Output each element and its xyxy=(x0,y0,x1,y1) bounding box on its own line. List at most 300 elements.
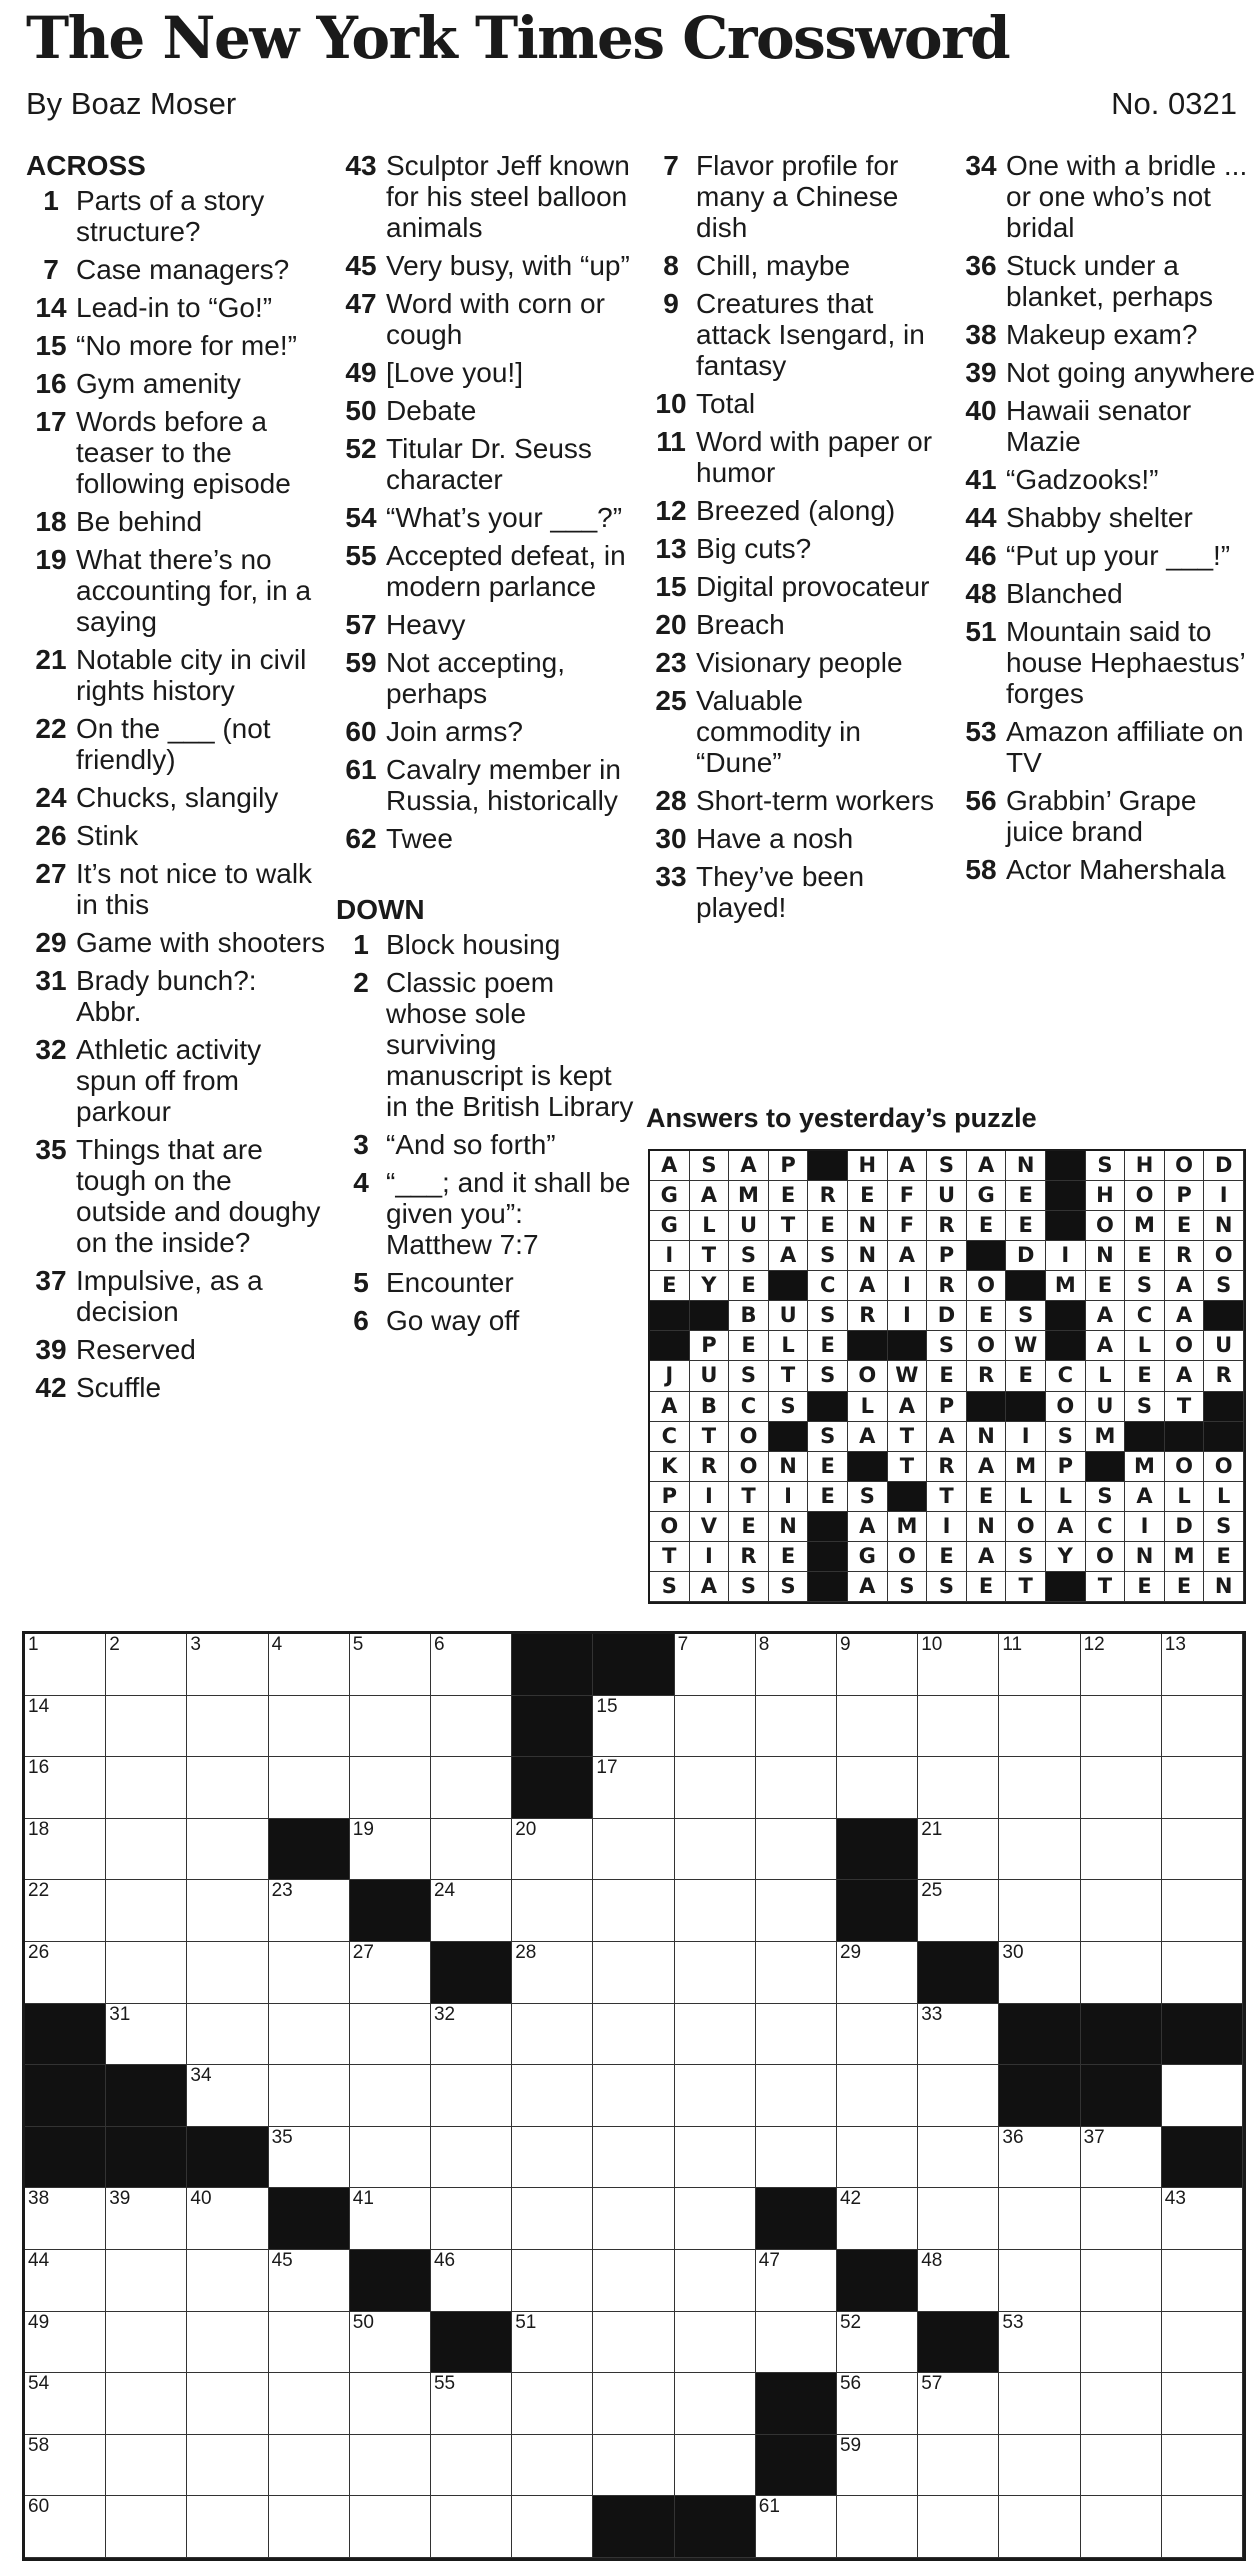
grid-cell[interactable] xyxy=(675,2435,756,2497)
clue-item xyxy=(646,150,946,243)
answer-letter-cell: O xyxy=(1204,1241,1244,1271)
grid-cell[interactable] xyxy=(350,1757,431,1819)
grid-cell[interactable] xyxy=(1081,1696,1162,1758)
answer-letter-cell: S xyxy=(888,1572,928,1602)
grid-cell[interactable] xyxy=(1162,2373,1243,2435)
grid-cell[interactable] xyxy=(999,1757,1080,1819)
grid-cell[interactable] xyxy=(350,1696,431,1758)
grid-cell[interactable] xyxy=(593,1880,674,1942)
clue-item xyxy=(646,785,946,816)
grid-cell[interactable] xyxy=(431,2127,512,2189)
clue-item xyxy=(26,858,326,920)
grid-cell[interactable] xyxy=(593,2312,674,2374)
grid-cell[interactable] xyxy=(593,1757,674,1819)
grid-cell[interactable] xyxy=(999,2373,1080,2435)
answer-letter-cell: E xyxy=(967,1211,1007,1241)
grid-cell[interactable] xyxy=(25,1942,106,2004)
clue-item xyxy=(26,965,326,1027)
answer-letter-cell: P xyxy=(650,1482,690,1512)
answer-letter-cell: E xyxy=(1125,1361,1165,1391)
grid-cell[interactable] xyxy=(187,2250,268,2312)
grid-cell[interactable] xyxy=(593,1942,674,2004)
grid-cell[interactable] xyxy=(918,1634,999,1696)
grid-cell[interactable] xyxy=(1081,1757,1162,1819)
grid-cell[interactable] xyxy=(512,1819,593,1881)
cell-number: 29 xyxy=(839,1941,862,1963)
answer-block-cell xyxy=(1046,1211,1086,1241)
grid-cell[interactable] xyxy=(1162,2065,1243,2127)
answer-letter-cell: S xyxy=(808,1422,848,1452)
grid-cell[interactable] xyxy=(25,2188,106,2250)
answer-letter-cell: C xyxy=(1086,1512,1126,1542)
grid-cell[interactable] xyxy=(756,1634,837,1696)
grid-cell[interactable] xyxy=(187,1942,268,2004)
grid-cell[interactable] xyxy=(999,2188,1080,2250)
grid-cell[interactable] xyxy=(756,2496,837,2558)
clue-text: Amazon affiliate on TV xyxy=(1006,716,1244,778)
grid-cell[interactable] xyxy=(25,2435,106,2497)
clue-text: Very busy, with “up” xyxy=(386,250,630,281)
answer-letter-cell: S xyxy=(808,1241,848,1271)
grid-cell[interactable] xyxy=(999,2250,1080,2312)
grid-cell[interactable] xyxy=(593,2435,674,2497)
clue-text: Block housing xyxy=(386,929,561,960)
grid-cell[interactable] xyxy=(593,2127,674,2189)
cell-number: 55 xyxy=(433,2373,456,2395)
grid-cell[interactable] xyxy=(675,2004,756,2066)
clue-number: 54 xyxy=(345,502,377,533)
grid-cell[interactable] xyxy=(350,2312,431,2374)
answer-block-cell xyxy=(1046,1572,1086,1602)
grid-cell[interactable] xyxy=(431,1696,512,1758)
grid-cell[interactable] xyxy=(106,1757,187,1819)
clue-text: Brady bunch?: Abbr. xyxy=(76,965,257,1027)
grid-cell[interactable] xyxy=(675,2250,756,2312)
grid-cell[interactable] xyxy=(918,1819,999,1881)
clue-number: 62 xyxy=(345,823,377,854)
clue-item xyxy=(956,716,1256,778)
grid-cell[interactable] xyxy=(25,2250,106,2312)
grid-cell[interactable] xyxy=(350,1942,431,2004)
grid-cell[interactable] xyxy=(512,1880,593,1942)
grid-cell[interactable] xyxy=(25,1819,106,1881)
grid-cell[interactable] xyxy=(837,2188,918,2250)
grid-cell[interactable] xyxy=(918,1757,999,1819)
clue-item xyxy=(26,1134,326,1258)
grid-cell[interactable] xyxy=(187,1696,268,1758)
answer-block-cell xyxy=(1204,1301,1244,1331)
grid-cell[interactable] xyxy=(431,2065,512,2127)
grid-cell[interactable] xyxy=(1162,2435,1243,2497)
grid-cell[interactable] xyxy=(350,1634,431,1696)
grid-cell[interactable] xyxy=(999,1942,1080,2004)
answer-letter-cell: O xyxy=(1046,1392,1086,1422)
grid-cell[interactable] xyxy=(269,2496,350,2558)
grid-cell[interactable] xyxy=(269,1880,350,1942)
answer-letter-cell: A xyxy=(690,1181,730,1211)
cell-number: 8 xyxy=(758,1634,770,1655)
grid-cell[interactable] xyxy=(106,2250,187,2312)
grid-cell[interactable] xyxy=(675,1880,756,1942)
grid-cell[interactable] xyxy=(1081,2312,1162,2374)
grid-cell[interactable] xyxy=(837,2373,918,2435)
clue-text: Breach xyxy=(696,609,785,640)
answer-letter-cell: D xyxy=(1204,1151,1244,1181)
grid-cell[interactable] xyxy=(187,2373,268,2435)
grid-cell[interactable] xyxy=(269,2373,350,2435)
grid-cell[interactable] xyxy=(675,2065,756,2127)
answer-letter-cell: M xyxy=(1006,1452,1046,1482)
grid-cell[interactable] xyxy=(106,1880,187,1942)
clue-item xyxy=(336,250,636,281)
clue-item xyxy=(646,533,946,564)
grid-cell[interactable] xyxy=(269,1757,350,1819)
grid-cell[interactable] xyxy=(512,2065,593,2127)
grid-cell[interactable] xyxy=(1081,2496,1162,2558)
grid-cell[interactable] xyxy=(918,2065,999,2127)
grid-cell[interactable] xyxy=(1162,1880,1243,1942)
grid-cell[interactable] xyxy=(756,1696,837,1758)
cell-number: 56 xyxy=(839,2373,862,2395)
answer-letter-cell: S xyxy=(1006,1301,1046,1331)
grid-cell[interactable] xyxy=(1162,2312,1243,2374)
grid-cell[interactable] xyxy=(106,2312,187,2374)
answer-letter-cell: D xyxy=(927,1301,967,1331)
grid-cell[interactable] xyxy=(431,2496,512,2558)
clue-text: Total xyxy=(696,388,756,419)
answer-letter-cell: I xyxy=(1006,1422,1046,1452)
grid-cell[interactable] xyxy=(269,2065,350,2127)
grid-block-cell xyxy=(837,1880,918,1942)
grid-cell[interactable] xyxy=(1162,1757,1243,1819)
cell-number: 35 xyxy=(271,2126,293,2148)
grid-cell[interactable] xyxy=(756,2312,837,2374)
grid-cell[interactable] xyxy=(837,2004,918,2066)
grid-cell[interactable] xyxy=(999,1696,1080,1758)
grid-cell[interactable] xyxy=(1162,1942,1243,2004)
answer-block-cell xyxy=(848,1452,888,1482)
grid-cell[interactable] xyxy=(1081,2435,1162,2497)
answer-letter-cell: D xyxy=(1165,1512,1205,1542)
grid-cell[interactable] xyxy=(187,2065,268,2127)
grid-cell[interactable] xyxy=(350,2127,431,2189)
cell-number: 53 xyxy=(1002,2311,1024,2333)
grid-cell[interactable] xyxy=(593,1819,674,1881)
grid-cell[interactable] xyxy=(431,2188,512,2250)
clue-column-2 xyxy=(336,150,636,1343)
cell-number: 39 xyxy=(109,2188,131,2210)
grid-cell[interactable] xyxy=(837,2065,918,2127)
grid-cell[interactable] xyxy=(187,2004,268,2066)
grid-block-cell xyxy=(269,2188,350,2250)
clue-text: “Put up your ___!” xyxy=(1006,540,1231,571)
answer-block-cell xyxy=(1165,1422,1205,1452)
grid-cell[interactable] xyxy=(918,2250,999,2312)
clue-number: 53 xyxy=(965,716,997,747)
grid-cell[interactable] xyxy=(1081,2373,1162,2435)
grid-cell[interactable] xyxy=(1081,1942,1162,2004)
grid-cell[interactable] xyxy=(675,1757,756,1819)
answer-letter-cell: I xyxy=(888,1301,928,1331)
cell-number: 19 xyxy=(352,1818,374,1840)
grid-cell[interactable] xyxy=(837,1942,918,2004)
grid-cell[interactable] xyxy=(675,2127,756,2189)
grid-cell[interactable] xyxy=(918,2496,999,2558)
grid-cell[interactable] xyxy=(431,2373,512,2435)
grid-cell[interactable] xyxy=(350,2004,431,2066)
grid-cell[interactable] xyxy=(999,1819,1080,1881)
grid-cell[interactable] xyxy=(269,2004,350,2066)
answer-letter-cell: S xyxy=(927,1331,967,1361)
grid-cell[interactable] xyxy=(512,2250,593,2312)
grid-cell[interactable] xyxy=(593,1696,674,1758)
grid-cell[interactable] xyxy=(999,1634,1080,1696)
grid-cell[interactable] xyxy=(837,1757,918,1819)
grid-cell[interactable] xyxy=(187,2312,268,2374)
clue-text: Encounter xyxy=(386,1267,514,1298)
grid-cell[interactable] xyxy=(756,2127,837,2189)
answer-letter-cell: M xyxy=(1165,1542,1205,1572)
answer-letter-cell: R xyxy=(927,1211,967,1241)
grid-cell[interactable] xyxy=(1162,2250,1243,2312)
clue-text: Not accepting, perhaps xyxy=(386,647,565,709)
answer-letter-cell: P xyxy=(1165,1181,1205,1211)
grid-cell[interactable] xyxy=(269,2250,350,2312)
grid-cell[interactable] xyxy=(999,2435,1080,2497)
grid-block-cell xyxy=(1081,2065,1162,2127)
answer-letter-cell: T xyxy=(1165,1392,1205,1422)
grid-cell[interactable] xyxy=(350,2065,431,2127)
clue-number: 46 xyxy=(965,540,997,571)
grid-cell[interactable] xyxy=(918,2435,999,2497)
grid-cell[interactable] xyxy=(431,1880,512,1942)
grid-cell[interactable] xyxy=(187,2188,268,2250)
grid-cell[interactable] xyxy=(999,2127,1080,2189)
cell-number: 42 xyxy=(839,2188,862,2210)
grid-cell[interactable] xyxy=(593,2373,674,2435)
grid-cell[interactable] xyxy=(756,1880,837,1942)
grid-cell[interactable] xyxy=(187,2435,268,2497)
grid-cell[interactable] xyxy=(512,2004,593,2066)
grid-cell[interactable] xyxy=(512,2188,593,2250)
answer-letter-cell: L xyxy=(690,1211,730,1241)
grid-cell[interactable] xyxy=(918,2127,999,2189)
answer-letter-cell: A xyxy=(650,1392,690,1422)
grid-cell[interactable] xyxy=(106,1696,187,1758)
grid-cell[interactable] xyxy=(918,2373,999,2435)
grid-cell[interactable] xyxy=(1162,2496,1243,2558)
answer-letter-cell: C xyxy=(1046,1361,1086,1391)
grid-cell[interactable] xyxy=(756,2250,837,2312)
answer-letter-cell: S xyxy=(848,1482,888,1512)
grid-cell[interactable] xyxy=(269,1696,350,1758)
grid-cell[interactable] xyxy=(756,2004,837,2066)
answer-letter-cell: S xyxy=(1086,1151,1126,1181)
grid-cell[interactable] xyxy=(187,1819,268,1881)
answer-letter-cell: A xyxy=(1086,1331,1126,1361)
grid-cell[interactable] xyxy=(187,1757,268,1819)
clue-item xyxy=(336,395,636,426)
grid-cell[interactable] xyxy=(269,1634,350,1696)
grid-cell[interactable] xyxy=(675,2312,756,2374)
grid-cell[interactable] xyxy=(675,2373,756,2435)
grid-cell[interactable] xyxy=(593,2188,674,2250)
grid-cell[interactable] xyxy=(756,2065,837,2127)
grid-cell[interactable] xyxy=(675,1634,756,1696)
clue-item xyxy=(26,1034,326,1127)
grid-cell[interactable] xyxy=(350,2188,431,2250)
grid-cell[interactable] xyxy=(593,2004,674,2066)
grid-cell[interactable] xyxy=(675,1942,756,2004)
grid-cell[interactable] xyxy=(999,1880,1080,1942)
grid-cell[interactable] xyxy=(512,2373,593,2435)
grid-cell[interactable] xyxy=(431,1634,512,1696)
answer-letter-cell: S xyxy=(808,1301,848,1331)
grid-cell[interactable] xyxy=(25,1757,106,1819)
grid-cell[interactable] xyxy=(1081,1634,1162,1696)
grid-cell[interactable] xyxy=(837,2435,918,2497)
down-clue-list-end xyxy=(956,150,1256,885)
grid-cell[interactable] xyxy=(512,2312,593,2374)
grid-cell[interactable] xyxy=(350,2496,431,2558)
grid-cell[interactable] xyxy=(106,2435,187,2497)
grid-block-cell xyxy=(431,2312,512,2374)
grid-cell[interactable] xyxy=(187,2496,268,2558)
answer-letter-cell: O xyxy=(1086,1211,1126,1241)
grid-cell[interactable] xyxy=(1162,2188,1243,2250)
grid-cell[interactable] xyxy=(918,2004,999,2066)
grid-cell[interactable] xyxy=(187,1634,268,1696)
grid-cell[interactable] xyxy=(106,2004,187,2066)
grid-cell[interactable] xyxy=(1081,2250,1162,2312)
grid-cell[interactable] xyxy=(25,1880,106,1942)
grid-cell[interactable] xyxy=(350,2435,431,2497)
grid-cell[interactable] xyxy=(512,2127,593,2189)
yesterday-answer-grid xyxy=(648,1149,1246,1604)
grid-cell[interactable] xyxy=(837,2496,918,2558)
grid-cell[interactable] xyxy=(918,1880,999,1942)
answer-letter-cell: U xyxy=(690,1361,730,1391)
grid-cell[interactable] xyxy=(269,2435,350,2497)
clue-item xyxy=(956,578,1256,609)
grid-cell[interactable] xyxy=(350,1819,431,1881)
grid-cell[interactable] xyxy=(1081,1819,1162,1881)
clue-number: 51 xyxy=(965,616,997,647)
grid-cell[interactable] xyxy=(106,2188,187,2250)
clue-text: “No more for me!” xyxy=(76,330,297,361)
grid-cell[interactable] xyxy=(1081,1880,1162,1942)
grid-cell[interactable] xyxy=(675,1696,756,1758)
grid-cell[interactable] xyxy=(431,2250,512,2312)
grid-cell[interactable] xyxy=(756,1942,837,2004)
answer-block-cell xyxy=(808,1572,848,1602)
grid-cell[interactable] xyxy=(187,1880,268,1942)
grid-block-cell xyxy=(106,2127,187,2189)
grid-cell[interactable] xyxy=(837,2312,918,2374)
grid-block-cell xyxy=(1162,2004,1243,2066)
grid-cell[interactable] xyxy=(918,1696,999,1758)
grid-cell[interactable] xyxy=(25,2496,106,2558)
answer-letter-cell: T xyxy=(650,1542,690,1572)
answer-letter-cell: C xyxy=(729,1392,769,1422)
answer-letter-cell: E xyxy=(967,1301,1007,1331)
clue-text: Join arms? xyxy=(386,716,523,747)
grid-cell[interactable] xyxy=(350,2373,431,2435)
answer-letter-cell: R xyxy=(848,1301,888,1331)
grid-cell[interactable] xyxy=(756,1757,837,1819)
grid-cell[interactable] xyxy=(25,2312,106,2374)
grid-cell[interactable] xyxy=(25,1634,106,1696)
grid-cell[interactable] xyxy=(1081,2127,1162,2189)
grid-cell[interactable] xyxy=(675,2188,756,2250)
grid-cell[interactable] xyxy=(837,1634,918,1696)
grid-cell[interactable] xyxy=(1162,1634,1243,1696)
answer-letter-cell: I xyxy=(690,1542,730,1572)
clue-number: 49 xyxy=(345,357,377,388)
grid-cell[interactable] xyxy=(106,2496,187,2558)
clue-text: “What’s your ___?” xyxy=(386,502,623,533)
clue-item xyxy=(646,823,946,854)
grid-cell[interactable] xyxy=(999,2496,1080,2558)
grid-cell[interactable] xyxy=(675,1819,756,1881)
grid-cell[interactable] xyxy=(999,2312,1080,2374)
grid-cell[interactable] xyxy=(1162,1819,1243,1881)
grid-cell[interactable] xyxy=(269,2127,350,2189)
grid-cell[interactable] xyxy=(756,1819,837,1881)
grid-cell[interactable] xyxy=(106,2373,187,2435)
answer-block-cell xyxy=(1046,1301,1086,1331)
grid-cell[interactable] xyxy=(106,1634,187,1696)
grid-cell[interactable] xyxy=(593,2250,674,2312)
grid-cell[interactable] xyxy=(431,2004,512,2066)
clue-text: What there’s no accounting for, in a saying xyxy=(76,544,312,637)
grid-block-cell xyxy=(25,2065,106,2127)
answer-letter-cell: M xyxy=(1125,1211,1165,1241)
grid-cell[interactable] xyxy=(431,2435,512,2497)
clue-text: Word with paper or humor xyxy=(696,426,933,488)
grid-cell[interactable] xyxy=(431,1757,512,1819)
grid-cell[interactable] xyxy=(837,2127,918,2189)
grid-cell[interactable] xyxy=(1162,1696,1243,1758)
grid-cell[interactable] xyxy=(106,1819,187,1881)
grid-cell[interactable] xyxy=(106,1942,187,2004)
answer-letter-cell: S xyxy=(927,1572,967,1602)
grid-cell[interactable] xyxy=(1081,2188,1162,2250)
grid-cell[interactable] xyxy=(512,2496,593,2558)
clue-column-1 xyxy=(26,150,326,1410)
grid-cell[interactable] xyxy=(25,2373,106,2435)
answer-letter-cell: F xyxy=(888,1181,928,1211)
clue-number: 35 xyxy=(35,1134,67,1165)
grid-cell[interactable] xyxy=(269,1942,350,2004)
clue-number: 58 xyxy=(965,854,997,885)
grid-cell[interactable] xyxy=(431,1819,512,1881)
grid-cell[interactable] xyxy=(593,2065,674,2127)
clue-number: 8 xyxy=(663,250,679,281)
answer-letter-cell: O xyxy=(888,1542,928,1572)
grid-cell[interactable] xyxy=(837,1696,918,1758)
grid-cell[interactable] xyxy=(512,2435,593,2497)
clue-item xyxy=(26,644,326,706)
grid-cell[interactable] xyxy=(918,2188,999,2250)
answer-letter-cell: I xyxy=(1046,1241,1086,1271)
clue-number: 39 xyxy=(965,357,997,388)
clue-item xyxy=(956,250,1256,312)
grid-cell[interactable] xyxy=(269,2312,350,2374)
answer-letter-cell: A xyxy=(848,1572,888,1602)
grid-cell[interactable] xyxy=(512,1942,593,2004)
grid-cell[interactable] xyxy=(25,1696,106,1758)
